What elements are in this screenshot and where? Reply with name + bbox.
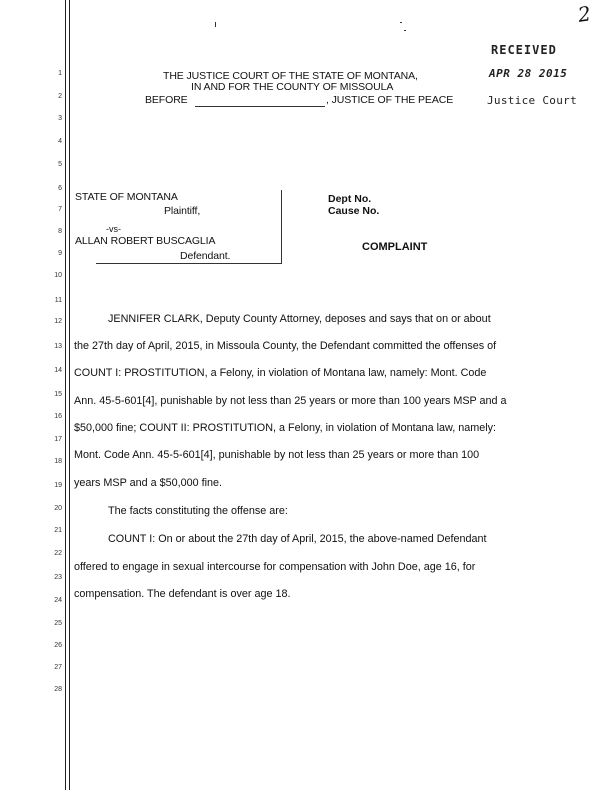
scan-speck bbox=[215, 22, 216, 27]
court-title-line1: THE JUSTICE COURT OF THE STATE OF MONTANA, bbox=[163, 70, 418, 82]
line-number: 19 bbox=[54, 482, 62, 489]
line-number: 28 bbox=[54, 686, 62, 693]
line-number: 14 bbox=[54, 367, 62, 374]
line-number: 25 bbox=[54, 620, 62, 627]
line-number: 18 bbox=[54, 458, 62, 465]
margin-rule-outer bbox=[65, 0, 66, 790]
line-number: 24 bbox=[54, 597, 62, 604]
line-number: 5 bbox=[58, 161, 62, 168]
scan-speck bbox=[400, 22, 402, 23]
cause-label: Cause No. bbox=[328, 205, 380, 217]
line-number: 27 bbox=[54, 664, 62, 671]
dept-label: Dept No. bbox=[328, 193, 372, 205]
body-line: The facts constituting the offense are: bbox=[108, 505, 288, 517]
document-title: COMPLAINT bbox=[362, 241, 428, 253]
line-number: 23 bbox=[54, 574, 62, 581]
line-number: 11 bbox=[54, 297, 62, 304]
plaintiff-role: Plaintiff, bbox=[164, 205, 201, 217]
defendant-role: Defendant. bbox=[180, 250, 231, 262]
line-number: 21 bbox=[54, 527, 62, 534]
line-number: 4 bbox=[58, 138, 62, 145]
line-number: 2 bbox=[58, 93, 62, 100]
margin-rule-inner bbox=[69, 0, 70, 790]
line-number: 8 bbox=[58, 228, 62, 235]
line-number: 22 bbox=[54, 550, 62, 557]
body-line: JENNIFER CLARK, Deputy County Attorney, deposes and says that on or about bbox=[108, 313, 491, 325]
stamp-office: Justice Court bbox=[487, 94, 577, 107]
body-line: offered to engage in sexual intercourse for compensation with John Doe, age 16, for bbox=[74, 561, 476, 573]
body-line: Mont. Code Ann. 45-5-601[4], punishable by not less than 25 years or more than 100 bbox=[74, 449, 480, 461]
line-number: 9 bbox=[58, 250, 62, 257]
page-number: 2 bbox=[576, 1, 593, 27]
body-line: $50,000 fine; COUNT II: PROSTITUTION, a Felony, in violation of Montana law, namely: bbox=[74, 422, 497, 434]
justice-label: , JUSTICE OF THE PEACE bbox=[326, 94, 454, 106]
body-line: Ann. 45-5-601[4], punishable by not less than 25 years or more than 100 years MSP and a bbox=[74, 395, 507, 407]
line-number: 3 bbox=[58, 115, 62, 122]
body-line: COUNT I: On or about the 27th day of April, 2015, the above-named Defendant bbox=[108, 533, 487, 545]
line-number: 13 bbox=[54, 343, 62, 350]
line-number: 20 bbox=[54, 505, 62, 512]
body-line: compensation. The defendant is over age 18. bbox=[74, 588, 291, 600]
line-number: 12 bbox=[54, 318, 62, 325]
scan-speck bbox=[404, 30, 406, 31]
body-line: years MSP and a $50,000 fine. bbox=[74, 477, 223, 489]
judge-blank-line bbox=[195, 106, 325, 107]
stamp-date: APR 28 2015 bbox=[489, 67, 568, 80]
body-line: COUNT I: PROSTITUTION, a Felony, in violation of Montana law, namely: Mont. Code bbox=[74, 367, 487, 379]
line-number: 16 bbox=[54, 413, 62, 420]
caption-right-rule bbox=[281, 190, 282, 264]
line-number: 17 bbox=[54, 436, 62, 443]
caption-bottom-rule bbox=[96, 263, 282, 264]
line-number: 7 bbox=[58, 206, 62, 213]
line-number: 15 bbox=[54, 391, 62, 398]
line-number: 1 bbox=[58, 70, 62, 77]
plaintiff-name: STATE OF MONTANA bbox=[75, 191, 178, 203]
versus: -vs- bbox=[106, 224, 121, 234]
line-number: 6 bbox=[58, 185, 62, 192]
court-title-line2: IN AND FOR THE COUNTY OF MISSOULA bbox=[191, 81, 394, 93]
defendant-name: ALLAN ROBERT BUSCAGLIA bbox=[75, 235, 216, 247]
body-line: the 27th day of April, 2015, in Missoula County, the Defendant committed the offenses of bbox=[74, 340, 497, 352]
before-label: BEFORE bbox=[145, 94, 188, 106]
line-number: 10 bbox=[54, 272, 62, 279]
line-number: 26 bbox=[54, 642, 62, 649]
stamp-received: RECEIVED bbox=[491, 43, 557, 57]
